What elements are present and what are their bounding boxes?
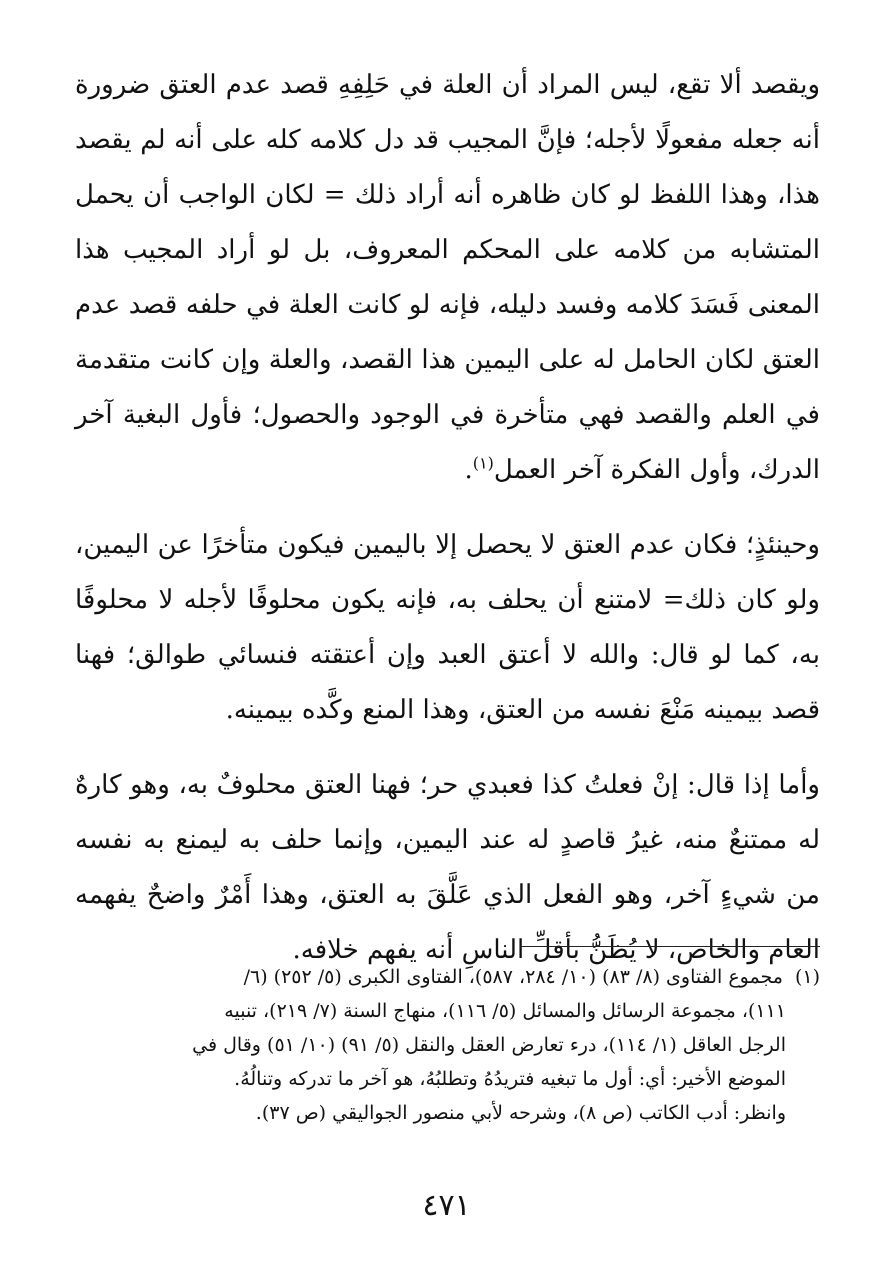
footnotes <box>75 960 820 1130</box>
footnote-line-1 <box>75 960 820 994</box>
paragraph-2: وحينئذٍ؛ فكان عدم العتق لا يحصل إلا باليمين فيكون متأخرًا عن اليمين، ولو كان ذلك= لامتنع أن يحلف به، فإنه يكون محلوفًا لأجله لا محلوفًا به، كما لو قال: والله لا أعتق العبد وإن أعتقته فنسائي طوالق؛ فهنا قصد بيمينه مَنْعَ نفسه من العتق، وهذا المنع وكَّده بيمينه. <box>75 530 820 725</box>
footnote-line-5: وانظر: أدب الكاتب (ص ٨)، وشرحه لأبي منصور الجواليقي (ص ٣٧). <box>255 1102 786 1124</box>
paragraph-3: وأما إذا قال: إنْ فعلتُ كذا فعبدي حر؛ فهنا العتق محلوفٌ به، وهو كارهٌ له ممتنعٌ منه، غيرُ قاصدٍ له عند اليمين، وإنما حلف به ليمنع به نفسه من شيءٍ آخر، وهو الفعل الذي عَلَّقَ به العتق، وهذا أَمْرٌ واضحٌ يفهمه العام والخاص، لا يُظَنُّ بأقلِّ الناسِ أنه يفهم خلافه. <box>75 770 820 965</box>
footnote-line-2: ١١١)، مجموعة الرسائل والمسائل (٥/ ١١٦)، منهاج السنة (٧/ ٢١٩)، تنبيه <box>224 1000 786 1022</box>
footnote-marker: (١) <box>794 966 820 988</box>
footnote-text-1: مجموع الفتاوى (٨/ ٨٣) (١٠/ ٢٨٤، ٥٨٧)، الفتاوى الكبرى (٥/ ٢٥٢) (٦/ <box>243 966 783 988</box>
footnote-reference[interactable]: (١) <box>472 453 494 473</box>
footnote-separator <box>520 946 820 947</box>
page-number: ٤٧١ <box>422 1188 471 1223</box>
footnote-line-4: الموضع الأخير: أي: أول ما تبغيه فتريدُهُ وتطلبُهُ، هو آخر ما تدركه وتنالُهُ. <box>234 1068 786 1090</box>
paragraph-1-end: . <box>464 455 473 485</box>
main-text <box>75 58 820 978</box>
paragraph-1 <box>75 58 820 498</box>
paragraph-1-text: ويقصد ألا تقع، ليس المراد أن العلة في حَلِفِهِ قصد عدم العتق ضرورة أنه جعله مفعولًا لأجله؛ فإنَّ المجيب قد دل كلامه كله على أنه لم يقصد هذا، وهذا اللفظ لو كان ظاهره أنه أراد ذلك = لكان الواجب أن يحمل المتشابه من كلامه على المحكم المعروف، بل لو أراد المجيب هذا المعنى فَسَدَ كلامه وفسد دليله، فإنه لو كانت العلة في حلفه قصد عدم العتق لكان الحامل له على اليمين هذا القصد، والعلة وإن كانت متقدمة في العلم والقصد فهي متأخرة في الوجود والحصول؛ فأول البغية آخر الدرك، وأول الفكرة آخر العمل <box>75 70 820 485</box>
footnote-line-3: الرجل العاقل (١/ ١١٤)، درء تعارض العقل والنقل (٥/ ٩١) (١٠/ ٥١) وقال في <box>192 1034 786 1056</box>
